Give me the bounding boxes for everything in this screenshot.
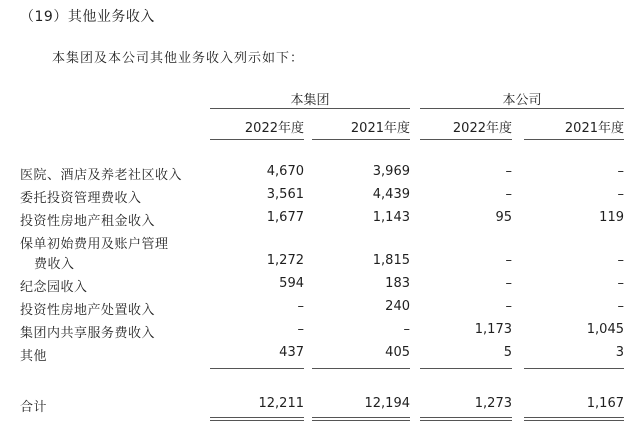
col-rule-4 [524, 139, 624, 140]
group-header-group: 本集团 [290, 93, 330, 108]
sum-rule-1 [210, 368, 304, 369]
total-cell: 1,273 [474, 396, 512, 411]
table-cell: 3,561 [266, 187, 304, 202]
row-label-other: 其他 [20, 349, 48, 364]
table-cell: 1,272 [266, 253, 304, 268]
row-label-disposal: 投资性房地产处置收入 [20, 303, 156, 318]
col-head-3: 2022年度 [452, 121, 512, 136]
sum-rule-3 [420, 368, 512, 369]
col-rule-3 [420, 139, 512, 140]
table-cell: 1,143 [372, 210, 410, 225]
intro-text: 本集团及本公司其他业务收入列示如下： [52, 51, 305, 66]
table-cell: – [617, 187, 624, 202]
table-cell: – [505, 299, 512, 314]
table-cell: – [505, 187, 512, 202]
table-cell: – [617, 164, 624, 179]
row-label-shared-service: 集团内共享服务费收入 [20, 326, 156, 341]
col-rule-2 [312, 139, 410, 140]
total-double-rule-3b [420, 420, 512, 421]
table-cell: – [617, 299, 624, 314]
total-cell: 1,167 [586, 396, 624, 411]
total-double-rule-3a [420, 417, 512, 418]
total-double-rule-1b [210, 420, 304, 421]
group-header-company: 本公司 [502, 93, 542, 108]
col-head-2: 2021年度 [350, 121, 410, 136]
total-cell: 12,194 [364, 396, 410, 411]
table-cell: 1,173 [474, 322, 512, 337]
sum-rule-4 [524, 368, 624, 369]
table-cell: 119 [599, 210, 624, 225]
total-double-rule-1a [210, 417, 304, 418]
total-double-rule-4a [524, 417, 624, 418]
table-cell: – [403, 322, 410, 337]
table-cell: 1,815 [372, 253, 410, 268]
section-title: （19）其他业务收入 [20, 9, 155, 25]
table-cell: 5 [503, 345, 512, 360]
row-label-memorial: 纪念园收入 [20, 280, 88, 295]
group-rule-left [210, 108, 410, 109]
table-cell: – [297, 299, 304, 314]
table-cell: – [505, 276, 512, 291]
row-label-entrusted: 委托投资管理费收入 [20, 191, 142, 206]
table-cell: – [617, 276, 624, 291]
table-cell: 437 [279, 345, 304, 360]
table-cell: 183 [385, 276, 410, 291]
row-label-policy-line2: 费收入 [34, 257, 75, 272]
row-label-policy-line1: 保单初始费用及账户管理 [20, 237, 169, 252]
row-label-hospital: 医院、酒店及养老社区收入 [20, 168, 183, 183]
sum-rule-2 [312, 368, 410, 369]
table-cell: – [617, 253, 624, 268]
table-cell: 3,969 [372, 164, 410, 179]
total-double-rule-4b [524, 420, 624, 421]
table-cell: 405 [385, 345, 410, 360]
table-cell: 3 [615, 345, 624, 360]
table-cell: 4,439 [372, 187, 410, 202]
row-label-total: 合计 [20, 400, 48, 415]
col-rule-1 [210, 139, 304, 140]
table-cell: – [297, 322, 304, 337]
table-cell: 1,677 [266, 210, 304, 225]
table-cell: 4,670 [266, 164, 304, 179]
col-head-4: 2021年度 [564, 121, 624, 136]
group-rule-right [420, 108, 624, 109]
total-double-rule-2a [312, 417, 410, 418]
row-label-rental: 投资性房地产租金收入 [20, 214, 156, 229]
table-cell: – [505, 164, 512, 179]
total-double-rule-2b [312, 420, 410, 421]
table-cell: 1,045 [586, 322, 624, 337]
col-head-1: 2022年度 [244, 121, 304, 136]
table-cell: 594 [279, 276, 304, 291]
total-cell: 12,211 [258, 396, 304, 411]
table-cell: 240 [385, 299, 410, 314]
table-cell: – [505, 253, 512, 268]
table-cell: 95 [495, 210, 512, 225]
